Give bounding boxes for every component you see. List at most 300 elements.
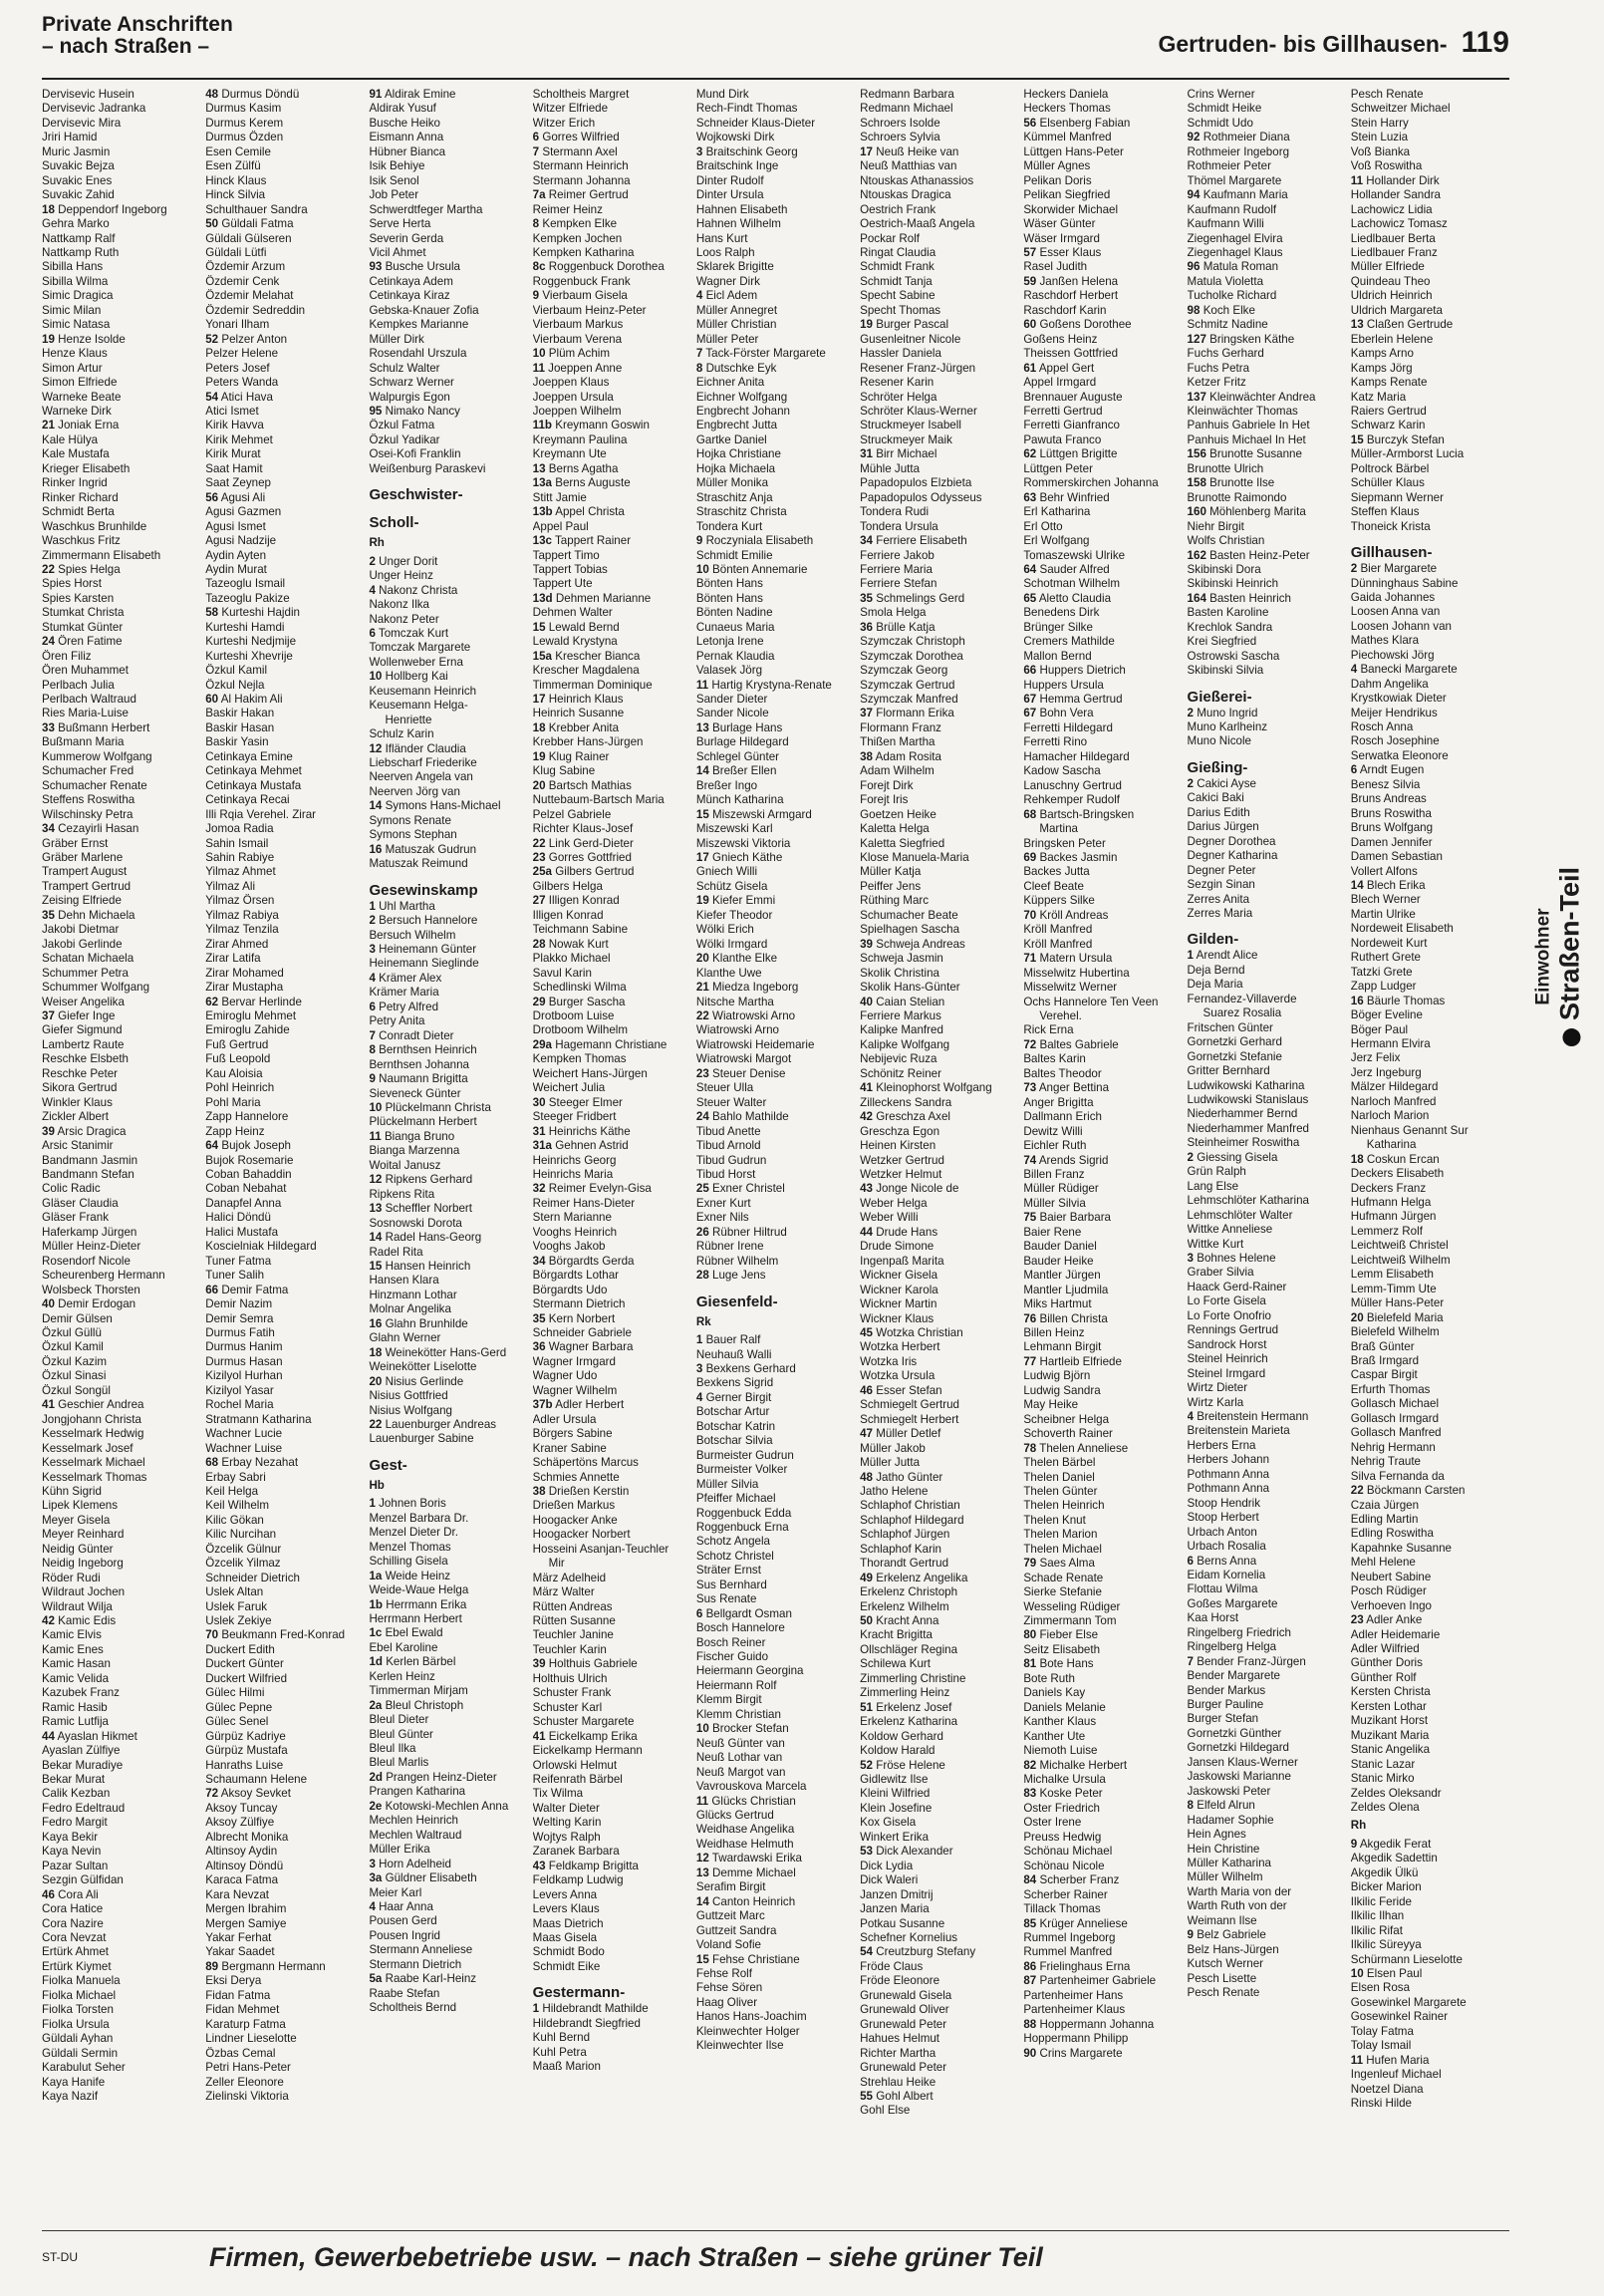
resident-name: Hahnen Wilhelm	[695, 217, 781, 231]
resident-name: Eismann Anna	[369, 131, 444, 144]
resident-name: Ringelberg Helga	[1187, 1640, 1277, 1654]
resident-entry	[696, 1592, 852, 1606]
resident-entry	[696, 693, 852, 707]
resident-name: Tappert Timo	[532, 548, 600, 562]
resident-entry	[1188, 1309, 1343, 1323]
resident-entry	[369, 943, 524, 957]
resident-entry	[860, 996, 1015, 1009]
resident-name: Basten Heinrich	[1209, 591, 1291, 605]
resident-name: Özkul Güllü	[42, 1325, 102, 1339]
resident-entry	[1188, 664, 1343, 678]
house-number: 4	[369, 1900, 376, 1914]
resident-name: Drude Simone	[860, 1240, 935, 1254]
resident-name: Nisius Gottfried	[369, 1389, 448, 1403]
resident-name: Bosch Hannelore	[695, 1621, 785, 1635]
resident-entry	[860, 1226, 1015, 1240]
resident-entry	[369, 1404, 524, 1418]
resident-name: Kracht Brigitta	[860, 1628, 933, 1642]
resident-name: Müller Silvia	[695, 1477, 759, 1491]
resident-name: Hildebrandt Siegfried	[532, 2016, 641, 2030]
resident-name: Thelen Daniel	[1023, 1470, 1095, 1484]
resident-name: Bartsch-Bringsken	[1039, 807, 1135, 821]
resident-name: Hoogacker Anke	[532, 1513, 618, 1527]
resident-name: Berns Anna	[1197, 1554, 1257, 1568]
resident-entry	[42, 2003, 197, 2017]
resident-name: Exner Kurt	[695, 1196, 751, 1210]
resident-name: Wollenweber Erna	[369, 655, 463, 669]
resident-entry	[42, 1442, 197, 1456]
resident-name: Kreymann Paulina	[532, 432, 628, 446]
house-number: 28	[532, 937, 546, 951]
resident-entry	[533, 505, 688, 519]
resident-name: Joeppen Wilhelm	[532, 404, 622, 418]
resident-entry	[696, 318, 852, 332]
resident-entry	[533, 1802, 688, 1816]
resident-entry	[1351, 1542, 1506, 1556]
resident-name: Zimmermann Tom	[1023, 1614, 1117, 1628]
resident-name: Pelikan Siegfried	[1023, 188, 1111, 202]
resident-entry	[205, 2090, 361, 2104]
resident-name: Tolay Ismail	[1350, 2039, 1412, 2053]
resident-name: Vicil Ahmet	[369, 245, 426, 259]
resident-entry	[860, 462, 1015, 476]
resident-name: Appel Christa	[555, 505, 625, 519]
resident-entry	[1188, 1669, 1343, 1683]
house-number: 22	[532, 836, 546, 850]
resident-name: Reimer Heinz	[532, 202, 603, 216]
resident-entry	[860, 1038, 1015, 1052]
resident-entry	[696, 981, 852, 995]
resident-entry	[369, 88, 524, 102]
resident-name: Kempkes Marianne	[369, 318, 469, 332]
resident-entry	[696, 1154, 852, 1168]
resident-entry	[42, 1672, 197, 1686]
resident-entry	[42, 1226, 197, 1240]
house-number: 4	[369, 583, 376, 597]
resident-entry	[696, 1009, 852, 1023]
resident-name: Rütten Andreas	[532, 1599, 613, 1613]
resident-name: Erkelenz Wilhelm	[860, 1599, 949, 1613]
resident-entry	[696, 679, 852, 693]
resident-entry	[1023, 967, 1179, 981]
resident-entry	[205, 1643, 361, 1657]
resident-name: Kurteshi Xhevrije	[205, 649, 293, 663]
resident-name: Kaletta Siegfried	[860, 836, 945, 850]
resident-entry	[1023, 260, 1179, 274]
resident-name: Cetinkaya Kiraz	[369, 289, 450, 303]
resident-entry	[696, 1967, 852, 1981]
resident-entry	[860, 159, 1015, 173]
resident-entry	[1188, 563, 1343, 577]
resident-name: Erl Otto	[1023, 519, 1063, 533]
resident-entry	[696, 779, 852, 793]
resident-entry	[1188, 505, 1343, 519]
resident-entry	[860, 1009, 1015, 1023]
resident-name: Kröll Manfred	[1023, 923, 1093, 937]
house-number: 17	[532, 693, 546, 707]
resident-entry	[1351, 1671, 1506, 1685]
resident-entry	[860, 1067, 1015, 1081]
resident-entry	[860, 549, 1015, 563]
resident-name: Jomoa Radia	[205, 822, 274, 836]
resident-entry	[205, 1125, 361, 1139]
resident-entry	[1023, 1672, 1179, 1686]
resident-name: Zickler Albert	[42, 1110, 110, 1124]
resident-entry	[1023, 145, 1179, 159]
resident-name: Esen Zülfü	[205, 159, 261, 173]
resident-entry	[369, 1914, 524, 1928]
resident-name: Wetzker Helmut	[860, 1167, 942, 1181]
resident-name: Jriri Hamid	[42, 131, 98, 144]
resident-entry	[860, 347, 1015, 361]
house-number: 49	[860, 1571, 874, 1584]
resident-name: Gohl Albert	[876, 2089, 934, 2103]
resident-name: Gläser Claudia	[42, 1196, 119, 1210]
resident-name: Wiatrowski Arno	[712, 1009, 796, 1022]
resident-name: Thelen Anneliese	[1039, 1441, 1129, 1455]
resident-entry	[1188, 304, 1343, 318]
resident-entry	[696, 447, 852, 461]
resident-name: Müller Jakob	[860, 1441, 926, 1455]
resident-name: Specht Thomas	[860, 303, 941, 317]
resident-name: Stanic Mirko	[1350, 1772, 1415, 1786]
resident-name: Dick Alexander	[876, 1845, 953, 1859]
resident-name: Ringat Claudia	[860, 245, 936, 259]
resident-name: Bruns Roswitha	[1350, 806, 1432, 820]
resident-name: Breßer Ellen	[712, 764, 777, 778]
resident-entry	[533, 1759, 688, 1773]
resident-name: Damen Jennifer	[1350, 835, 1433, 849]
resident-name: Fuchs Petra	[1187, 361, 1250, 375]
resident-name: Fiolka Torsten	[42, 2003, 114, 2017]
resident-entry	[860, 188, 1015, 202]
resident-entry	[1188, 1223, 1343, 1237]
resident-entry	[1188, 893, 1343, 907]
resident-entry	[696, 145, 852, 159]
resident-entry	[533, 837, 688, 851]
resident-entry	[1351, 232, 1506, 246]
house-number: 29a	[532, 1037, 552, 1051]
resident-entry	[1023, 1845, 1179, 1859]
resident-entry	[1351, 275, 1506, 289]
resident-name: Duckert Edith	[205, 1642, 275, 1656]
resident-name: Hansen Heinrich	[385, 1259, 471, 1273]
house-number: 40	[860, 995, 874, 1008]
resident-entry	[1351, 1852, 1506, 1866]
resident-name: Reimer Hans-Dieter	[532, 1196, 636, 1210]
resident-entry	[696, 1478, 852, 1492]
house-number: 19	[532, 749, 546, 763]
resident-name: Ilkilic Ilhan	[1350, 1909, 1405, 1923]
resident-name: Gülec Senel	[205, 1715, 269, 1729]
resident-name: Brünger Silke	[1023, 620, 1093, 634]
resident-entry	[1351, 1239, 1506, 1253]
resident-name: Krechlok Sandra	[1187, 620, 1273, 634]
house-number: 6	[369, 626, 376, 640]
house-number: 11	[695, 678, 709, 692]
resident-entry	[1023, 1499, 1179, 1513]
resident-name: Bote Hans	[1039, 1657, 1094, 1671]
resident-name: Muzikant Maria	[1350, 1728, 1430, 1742]
resident-name: Börgardts Udo	[532, 1283, 608, 1296]
house-number: 1	[1187, 949, 1194, 963]
resident-name: Sander Dieter	[695, 693, 768, 707]
resident-name: Teuchler Janine	[532, 1628, 614, 1642]
resident-name: Siepmann Werner	[1350, 490, 1444, 504]
resident-entry	[696, 217, 852, 231]
resident-name: Baltes Gabriele	[1039, 1037, 1119, 1051]
resident-entry	[369, 1014, 524, 1028]
resident-entry	[1351, 433, 1506, 447]
resident-entry	[860, 1154, 1015, 1168]
resident-entry	[533, 1744, 688, 1758]
resident-name: Mir	[548, 1557, 565, 1571]
resident-entry	[42, 1211, 197, 1225]
resident-name: Ebel Karoline	[369, 1640, 438, 1654]
resident-entry	[860, 505, 1015, 519]
resident-entry	[696, 592, 852, 606]
directory-column	[1188, 88, 1343, 2220]
resident-name: Frielinghaus Erna	[1039, 1959, 1131, 1973]
resident-entry	[696, 1866, 852, 1880]
resident-entry	[533, 1009, 688, 1023]
house-number: 65	[1023, 591, 1037, 605]
resident-entry	[42, 894, 197, 908]
house-number: 8	[369, 1043, 376, 1057]
resident-name: Schotz Christel	[695, 1549, 774, 1563]
resident-entry	[860, 1340, 1015, 1354]
resident-entry	[696, 650, 852, 664]
resident-entry	[533, 1873, 688, 1887]
resident-name: Hoogacker Norbert	[532, 1528, 631, 1542]
resident-entry	[205, 159, 361, 173]
resident-name: Bönten Hans	[695, 591, 763, 605]
resident-entry	[533, 1686, 688, 1700]
resident-entry	[1351, 1527, 1506, 1541]
resident-entry	[42, 1269, 197, 1283]
resident-entry	[1188, 835, 1343, 849]
resident-name: Nebijevic Ruza	[860, 1052, 937, 1066]
resident-entry	[42, 837, 197, 851]
resident-entry	[1023, 1989, 1179, 2003]
house-number: 42	[42, 1614, 55, 1628]
resident-name: Cora Nevzat	[42, 1931, 107, 1944]
resident-entry	[1351, 362, 1506, 376]
house-number: 18	[1350, 1152, 1364, 1166]
house-number: 7	[369, 1028, 376, 1042]
resident-name: Aydin Murat	[205, 562, 267, 576]
resident-name: Hübner Bianca	[369, 144, 446, 158]
resident-name: Nisius Wolfgang	[369, 1403, 452, 1417]
resident-entry	[1023, 865, 1179, 879]
resident-name: Bußmann Herbert	[58, 720, 150, 734]
resident-entry	[42, 1543, 197, 1557]
resident-name: Braitschink Georg	[705, 144, 798, 158]
resident-name: Vavrouskova Marcela	[695, 1780, 807, 1794]
resident-name: Müller Annegret	[695, 303, 778, 317]
resident-name: Tatzki Grete	[1350, 965, 1413, 979]
resident-name: Engbrecht Jutta	[695, 419, 778, 432]
resident-name: Nienhaus Genannt Sur	[1350, 1123, 1469, 1137]
resident-entry	[205, 1240, 361, 1254]
resident-name: Jaskowski Peter	[1187, 1784, 1271, 1798]
resident-name: Benedens Dirk	[1023, 606, 1100, 620]
resident-name: Weiser Angelika	[42, 995, 125, 1008]
resident-entry	[205, 967, 361, 981]
house-number: 10	[1350, 1967, 1364, 1980]
resident-entry	[1188, 289, 1343, 303]
house-number: 70	[1023, 908, 1037, 922]
house-number: 14	[695, 1894, 709, 1908]
resident-name: Schlaphof Hildegard	[860, 1513, 964, 1527]
resident-entry	[533, 534, 688, 548]
resident-name: Crins Margarete	[1039, 2046, 1123, 2060]
resident-name: Billen Christa	[1039, 1311, 1108, 1325]
resident-entry	[1351, 1953, 1506, 1967]
resident-name: Stumkat Günter	[42, 620, 124, 634]
resident-name: Timmerman Mirjam	[369, 1684, 468, 1698]
resident-entry	[205, 909, 361, 923]
resident-entry	[860, 865, 1015, 879]
resident-entry	[369, 1087, 524, 1101]
resident-name: Kirik Mehmet	[205, 432, 273, 446]
resident-name: Baltes Karin	[1023, 1052, 1086, 1066]
resident-entry	[369, 957, 524, 971]
resident-entry	[205, 1369, 361, 1383]
resident-entry	[205, 117, 361, 131]
resident-name: Arsic Dragica	[57, 1124, 127, 1138]
resident-entry	[860, 246, 1015, 260]
resident-entry	[860, 1023, 1015, 1037]
resident-name: Bäurle Thomas	[1366, 994, 1446, 1007]
resident-name: Klein Josefine	[860, 1801, 933, 1815]
resident-name: Sus Bernhard	[695, 1578, 767, 1591]
resident-name: Pohl Heinrich	[205, 1081, 275, 1095]
resident-entry	[369, 799, 524, 813]
resident-entry	[696, 1578, 852, 1592]
resident-entry	[1351, 1729, 1506, 1743]
resident-name: Erkelenz Angelika	[876, 1571, 968, 1584]
resident-entry	[369, 1389, 524, 1403]
resident-entry	[42, 1657, 197, 1671]
house-number: 56	[1023, 116, 1037, 130]
resident-entry	[1188, 117, 1343, 131]
resident-entry	[1188, 1569, 1343, 1582]
resident-name: Eicl Adem	[705, 289, 758, 303]
resident-name: Noetzel Diana	[1350, 2082, 1424, 2096]
resident-name: Hollander Sandra	[1350, 188, 1441, 202]
resident-name: Maas Dietrich	[532, 1916, 604, 1930]
resident-entry	[1351, 1895, 1506, 1909]
resident-entry	[533, 1960, 688, 1974]
resident-name: Dervisevic Husein	[42, 88, 134, 101]
resident-name: Lindner Lieselotte	[205, 2032, 297, 2046]
resident-entry	[1351, 893, 1506, 907]
resident-entry	[860, 851, 1015, 865]
resident-entry	[860, 1989, 1015, 2003]
resident-name: Roggenbuck Frank	[532, 274, 631, 288]
resident-entry	[533, 808, 688, 822]
resident-name: Steffen Klaus	[1350, 505, 1420, 519]
house-number: 62	[1023, 447, 1037, 461]
resident-name: Pazar Sultan	[42, 1859, 109, 1872]
resident-entry	[1023, 534, 1179, 548]
resident-entry	[860, 2090, 1015, 2104]
resident-entry	[205, 2061, 361, 2075]
resident-name: Kummerow Wolfgang	[42, 749, 152, 763]
resident-name: Wagner Barbara	[548, 1340, 634, 1354]
resident-entry	[1351, 2097, 1506, 2111]
resident-entry	[696, 938, 852, 952]
resident-entry	[1023, 1456, 1179, 1470]
resident-entry	[696, 1362, 852, 1376]
resident-name: Gilbers Gertrud	[555, 865, 635, 879]
resident-name: Lewald Bernd	[548, 620, 620, 634]
house-number: 13d	[532, 591, 553, 605]
house-number: 26	[695, 1225, 709, 1239]
resident-entry	[533, 232, 688, 246]
resident-name: Ziegenhagel Elvira	[1187, 231, 1283, 245]
resident-name: März Adelheid	[532, 1571, 607, 1584]
house-number: 50	[205, 217, 219, 231]
resident-entry	[1188, 1367, 1343, 1381]
resident-name: Bleul Ilka	[369, 1742, 416, 1756]
resident-name: Tazeoglu Ismail	[205, 577, 286, 591]
resident-name: Ringelberg Friedrich	[1187, 1625, 1291, 1639]
resident-entry	[533, 592, 688, 606]
resident-name: Saes Alma	[1039, 1557, 1095, 1571]
resident-name: Fedro Edeltraud	[42, 1801, 126, 1815]
resident-entry	[860, 1672, 1015, 1686]
resident-entry	[696, 1023, 852, 1037]
resident-entry	[696, 520, 852, 534]
resident-entry	[205, 1096, 361, 1110]
resident-name: Tomczak Kurt	[378, 626, 449, 640]
resident-entry	[369, 756, 524, 770]
resident-name: Hoppermann Johanna	[1039, 2017, 1155, 2031]
resident-entry	[205, 203, 361, 217]
resident-entry	[369, 405, 524, 419]
resident-name: Jatho Helene	[860, 1484, 929, 1498]
resident-entry	[1023, 592, 1179, 606]
resident-name: Panhuis Gabriele In Het	[1187, 419, 1310, 432]
resident-name: Steuer Walter	[695, 1095, 767, 1109]
resident-entry	[42, 1471, 197, 1485]
resident-entry	[696, 275, 852, 289]
header-rule	[42, 78, 1509, 80]
resident-entry	[1351, 1513, 1506, 1527]
resident-entry	[369, 1101, 524, 1115]
resident-entry	[860, 1787, 1015, 1801]
resident-entry	[42, 880, 197, 894]
resident-name: Niemoth Luise	[1023, 1744, 1098, 1758]
resident-name: Letonja Irene	[695, 635, 764, 649]
resident-name: Brennauer Auguste	[1023, 390, 1123, 404]
resident-entry	[696, 1405, 852, 1419]
resident-name: Grunewald Oliver	[860, 2003, 949, 2017]
resident-name: Özdemir Arzum	[205, 260, 286, 274]
resident-entry	[1351, 1051, 1506, 1065]
resident-name: Petri Hans-Peter	[205, 2061, 291, 2075]
resident-name: Tomczak Margarete	[369, 641, 471, 655]
resident-entry	[1188, 275, 1343, 289]
house-number: 40	[42, 1297, 55, 1311]
resident-name: Teuchler Karin	[532, 1642, 607, 1656]
resident-name: Specht Sabine	[860, 289, 936, 303]
house-number: 17	[860, 144, 874, 158]
resident-name: Gaida Johannes	[1350, 590, 1436, 604]
resident-name: Burger Pauline	[1187, 1698, 1264, 1712]
